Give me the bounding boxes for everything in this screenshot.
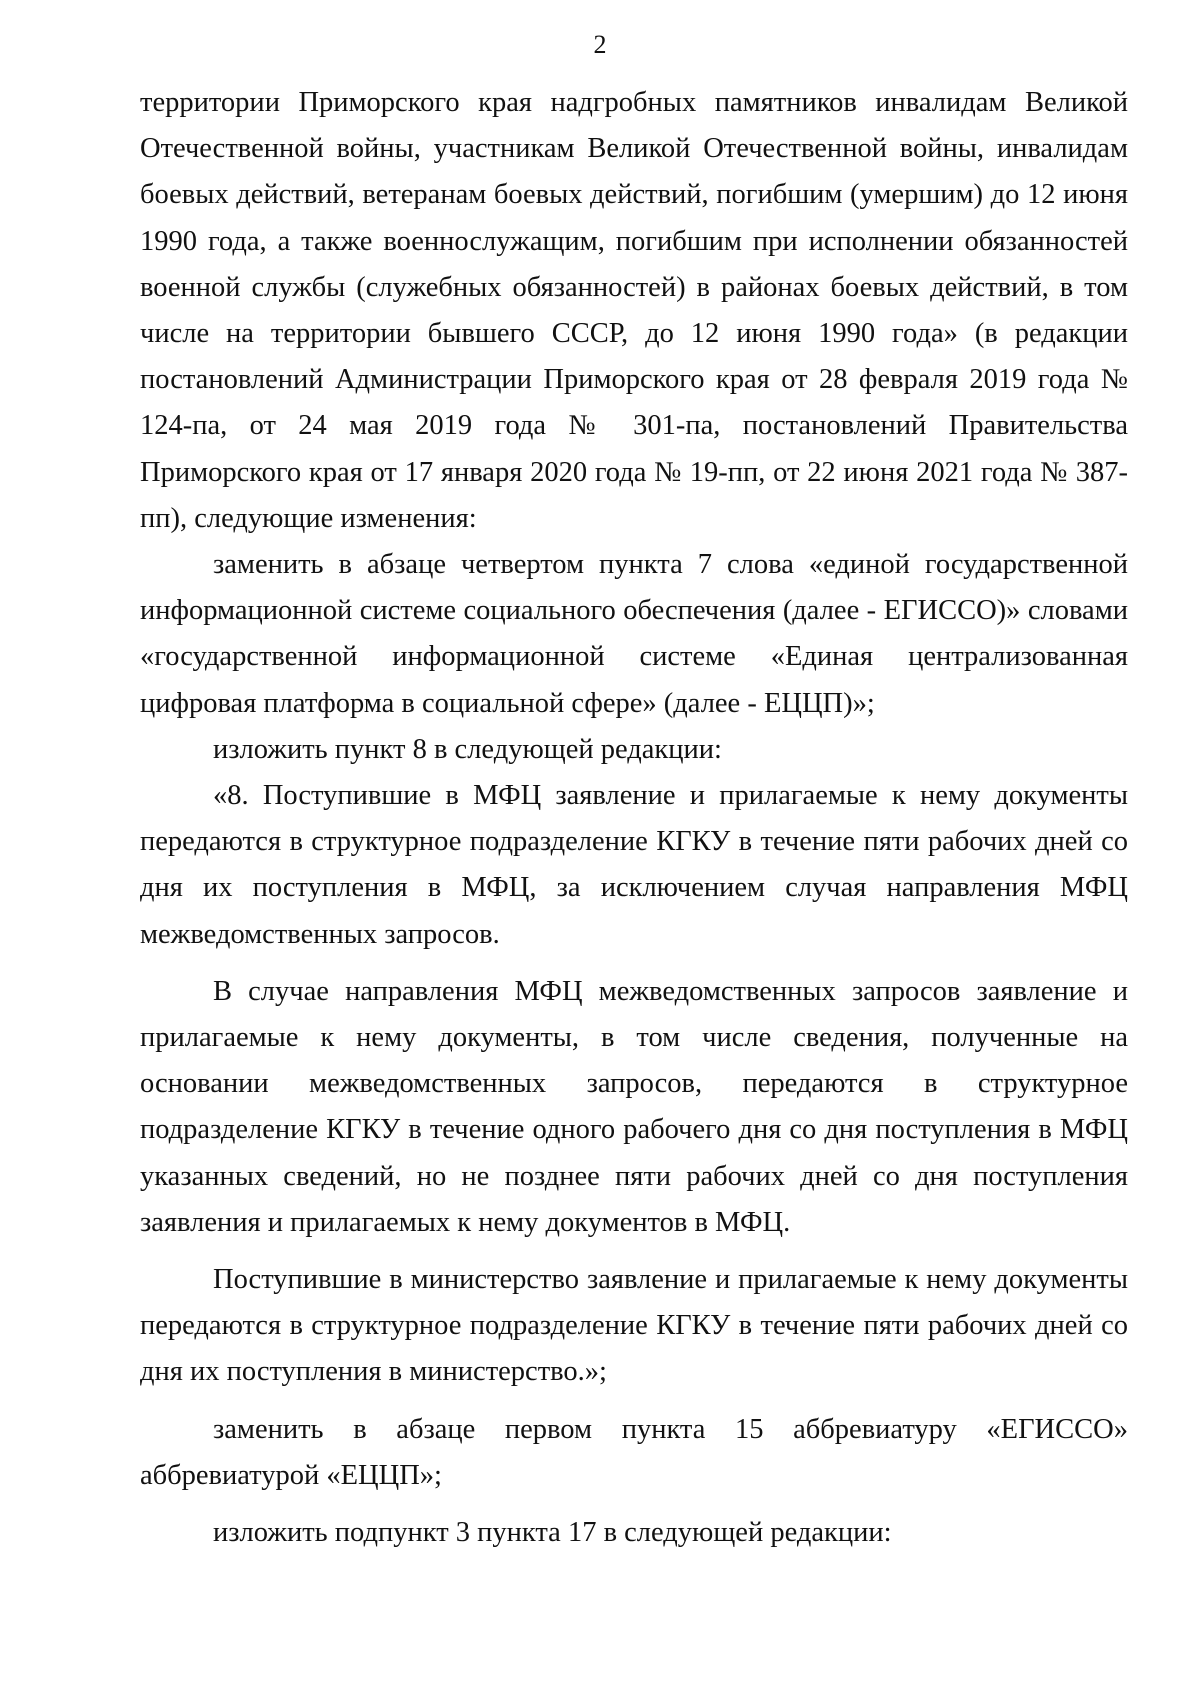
paragraph-point-8-text: «8. Поступившие в МФЦ заявление и прилагаемые к нему документы передаются в структурное подразделение КГКУ в течение пяти рабочих дней со дня их поступления в МФЦ, за исключением случая направления МФЦ межведомственных запросов. <box>140 780 1128 950</box>
paragraph-continuation: территории Приморского края надгробных памятников инвалидам Великой Отечественной войны, участникам Великой Отечественной войны, инвалидам боевых действий, ветеранам боевых действий, погибшим (умершим) до 12 июня 1990 года, а также военнослужащим, погибшим при исполнении обязанностей военной службы (служебных обязанностей) в районах боевых действий, в том числе на территории бывшего СССР, до 12 июня 1990 года» (в редакции постановлений Администрации Приморского края от 28 февраля 2019 года № 124-па, от 24 мая 2019 года № 301-па, постановлений Правительства Приморского края от 17 января 2020 года № 19-пп, от 22 июня 2021 года № 387-пп), следующие изменения: <box>140 87 1128 534</box>
page-number: 2 <box>593 30 607 59</box>
document-body <box>140 80 1128 1556</box>
paragraph-replace-egisso: заменить в абзаце четвертом пункта 7 слова «единой государственной информационной системе социального обеспечения (далее - ЕГИССО)» словами «государственной информационной системе «Единая централизованная цифровая платформа в социальной сфере» (далее - ЕЦЦП)»; <box>140 549 1128 719</box>
paragraph-point-15-replace: заменить в абзаце первом пункта 15 аббревиатуру «ЕГИССО» аббревиатурой «ЕЦЦП»; <box>140 1413 1128 1491</box>
paragraph-point-17-intro: изложить подпункт 3 пункта 17 в следующей редакции: <box>213 1517 892 1549</box>
paragraph-point-8-intro: изложить пункт 8 в следующей редакции: <box>213 733 722 765</box>
paragraph-ministry-submissions: Поступившие в министерство заявление и прилагаемые к нему документы передаются в структурное подразделение КГКУ в течение пяти рабочих дней со дня их поступления в министерство.»; <box>140 1264 1128 1388</box>
paragraph-interdepartmental-requests: В случае направления МФЦ межведомственных запросов заявление и прилагаемые к нему документы, в том числе сведения, полученные на основании межведомственных запросов, передаются в структурное подразделение КГКУ в течение одного рабочего дня со дня поступления в МФЦ указанных сведений, но не позднее пяти рабочих дней со дня поступления заявления и прилагаемых к нему документов в МФЦ. <box>140 975 1128 1238</box>
